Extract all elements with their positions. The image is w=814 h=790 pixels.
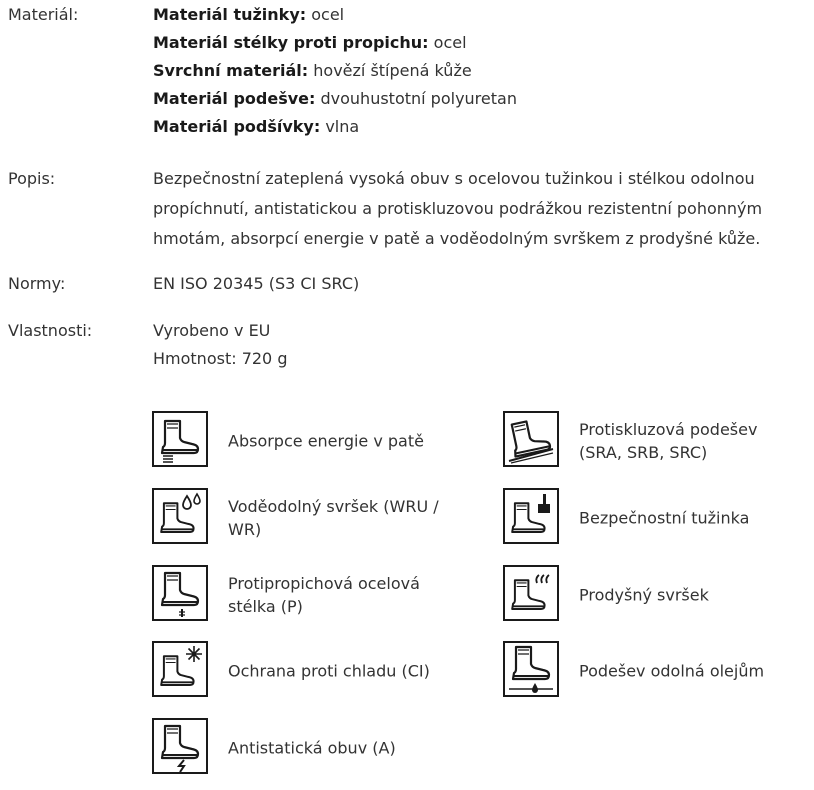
oil-resistant-sole-icon	[503, 641, 559, 697]
puncture-resistant-insole-icon	[152, 565, 208, 621]
cold-insulation-icon	[152, 641, 208, 697]
material-item: Materiál tužinky: ocel	[153, 5, 345, 24]
properties-label: Vlastnosti:	[8, 321, 93, 340]
material-item: Svrchní materiál: hovězí štípená kůže	[153, 61, 472, 80]
heel-energy-absorption-icon	[152, 411, 208, 467]
material-item: Materiál podešve: dvouhustotní polyuretan	[153, 89, 517, 108]
antistatic-icon	[152, 718, 208, 774]
material-item: Materiál podšívky: vlna	[153, 117, 360, 136]
description-text: Bezpečnostní zateplená vysoká obuv s ocelovou tužinkou i stélkou odolnou propíchnutí, antistatickou a protiskluzovou podrážkou rezistentní pohonným hmotám, absorpcí energie v patě a voděodolným svrškem z prodyšné kůže.	[153, 169, 763, 248]
material-item: Materiál stélky proti propichu: ocel	[153, 33, 467, 52]
material-list	[153, 1, 808, 141]
material-label: Materiál:	[8, 5, 79, 24]
norms-label: Normy:	[8, 274, 66, 293]
properties-list: Vyrobeno v EU Hmotnost: 720 g	[153, 321, 288, 368]
breathable-upper-icon	[503, 565, 559, 621]
water-resistant-upper-icon	[152, 488, 208, 544]
product-spec-page: Materiál: Materiál tužinky: ocel Materiál stélky proti propichu: ocel Svrchní materiál: hovězí štípená kůže Materiál podešve: dvouhustotní polyuretan Materiál podšívky: vlna Popis: Bezpečnostní zateplená vysoká obuv s ocelovou tužinkou i stélkou odolnou propíchnutí, antistatickou a protiskluzovou podrážkou rezistentní pohonným hmotám, absorpcí energie v patě a voděodolným svrškem z prodyšné kůže. Normy: EN ISO 20345 (S3 CI SRC) Vlastnosti: Vyrobeno v EU Hmotnost: 720 g Absorpce energie v patě Protiskluzová podešev (SRA, SRB, SRC) Voděodolný svršek (WRU / WR) Bezpečnostní tužinka Protipropichová ocelová stélka (P) Prodyšný svršek Ochrana proti chladu (CI) Podešev odolná olejům Antistatická obuv (A)	[0, 0, 814, 790]
norms-value: EN ISO 20345 (S3 CI SRC)	[153, 274, 360, 293]
anti-slip-sole-icon	[503, 411, 559, 467]
safety-toecap-icon	[503, 488, 559, 544]
description-label: Popis:	[8, 169, 56, 188]
